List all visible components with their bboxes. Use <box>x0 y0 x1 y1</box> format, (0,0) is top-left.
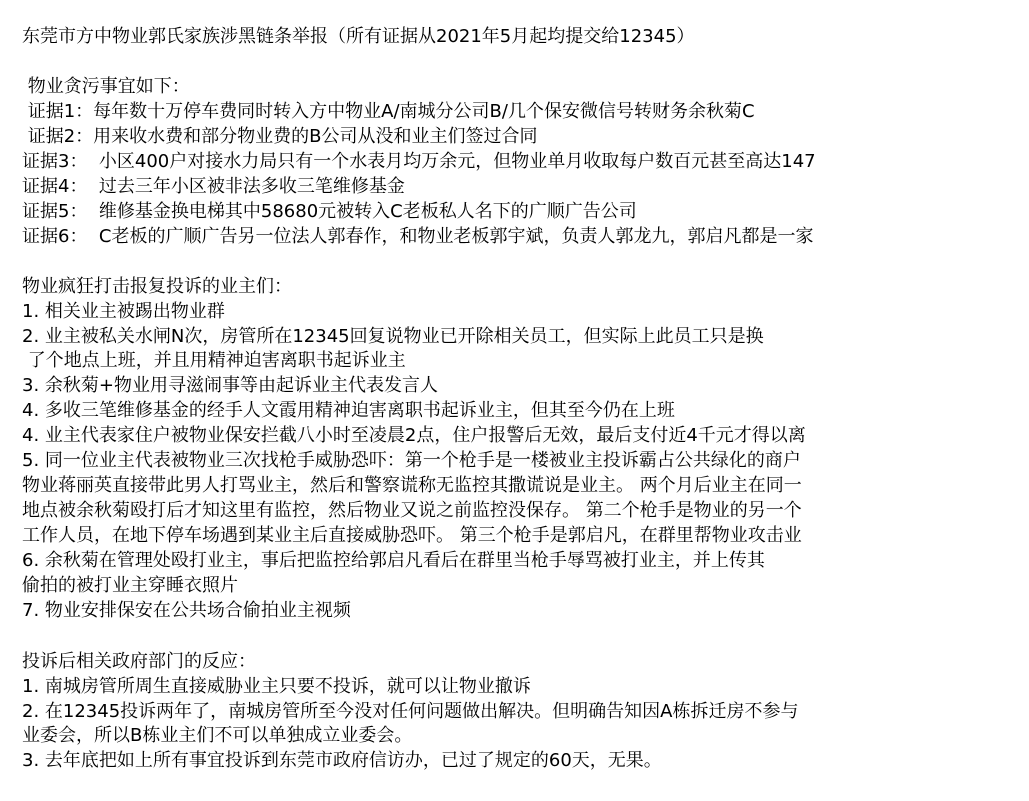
list-item-continuation: 工作人员，在地下停车场遇到某业主后直接威胁恐吓。 第三个枪手是郭启凡，在群里帮物业攻击业 <box>22 525 802 546</box>
section-heading-corruption: 物业贪污事宜如下： <box>22 76 190 97</box>
evidence-line: 证据4： 过去三年小区被非法多收三笔维修基金 <box>22 176 405 197</box>
section-heading-retaliation: 物业疯狂打击报复投诉的业主们： <box>22 276 292 297</box>
list-item-continuation: 了个地点上班，并且用精神迫害离职书起诉业主 <box>22 350 406 371</box>
evidence-line: 证据2：用来收水费和部分物业费的B公司从没和业主们签过合同 <box>22 126 538 147</box>
list-item: 6. 余秋菊在管理处殴打业主，事后把监控给郭启凡看后在群里当枪手辱骂被打业主，并上传其 <box>22 550 765 571</box>
list-item-continuation: 物业蒋丽英直接带此男人打骂业主，然后和警察谎称无监控其撒谎说是业主。 两个月后业主在同一 <box>22 475 802 496</box>
list-item: 3. 去年底把如上所有事宜投诉到东莞市政府信访办，已过了规定的60天，无果。 <box>22 750 662 771</box>
list-item-continuation: 偷拍的被打业主穿睡衣照片 <box>22 575 238 596</box>
evidence-line: 证据5： 维修基金换电梯其中58680元被转入C老板私人名下的广顺广告公司 <box>22 201 637 222</box>
evidence-line: 证据1：每年数十万停车费同时转入方中物业A/南城分公司B/几个保安微信号转财务余秋菊C <box>22 101 755 122</box>
list-item-continuation: 地点被余秋菊殴打后才知这里有监控，然后物业又说之前监控没保存。 第二个枪手是物业的另一个 <box>22 500 802 521</box>
list-item: 4. 业主代表家住户被物业保安拦截八小时至凌晨2点，住户报警后无效，最后支付近4千元才得以离 <box>22 425 806 446</box>
list-item: 1. 相关业主被踢出物业群 <box>22 301 225 322</box>
evidence-line: 证据3： 小区400户对接水力局只有一个水表月均万余元，但物业单月收取每户数百元甚至高达147 <box>22 151 816 172</box>
document-title: 东莞市方中物业郭氏家族涉黑链条举报（所有证据从2021年5月起均提交给12345） <box>22 26 695 47</box>
list-item: 2. 业主被私关水闸N次，房管所在12345回复说物业已开除相关员工，但实际上此员工只是换 <box>22 326 764 347</box>
list-item: 5. 同一位业主代表被物业三次找枪手威胁恐吓：第一个枪手是一楼被业主投诉霸占公共绿化的商户 <box>22 450 801 471</box>
list-item-continuation: 业委会，所以B栋业主们不可以单独成立业委会。 <box>22 725 413 746</box>
list-item: 3. 余秋菊+物业用寻滋闹事等由起诉业主代表发言人 <box>22 375 438 396</box>
evidence-line: 证据6： C老板的广顺广告另一位法人郭春作，和物业老板郭宇斌，负责人郭龙九，郭启凡都是一家 <box>22 226 814 247</box>
list-item: 1. 南城房管所周生直接威胁业主只要不投诉，就可以让物业撤诉 <box>22 676 531 697</box>
list-item: 2. 在12345投诉两年了，南城房管所至今没对任何问题做出解决。但明确告知因A栋拆迁房不参与 <box>22 701 799 722</box>
section-heading-government-response: 投诉后相关政府部门的反应： <box>22 651 256 672</box>
list-item: 4. 多收三笔维修基金的经手人文霞用精神迫害离职书起诉业主，但其至今仍在上班 <box>22 400 675 421</box>
list-item: 7. 物业安排保安在公共场合偷拍业主视频 <box>22 600 351 621</box>
